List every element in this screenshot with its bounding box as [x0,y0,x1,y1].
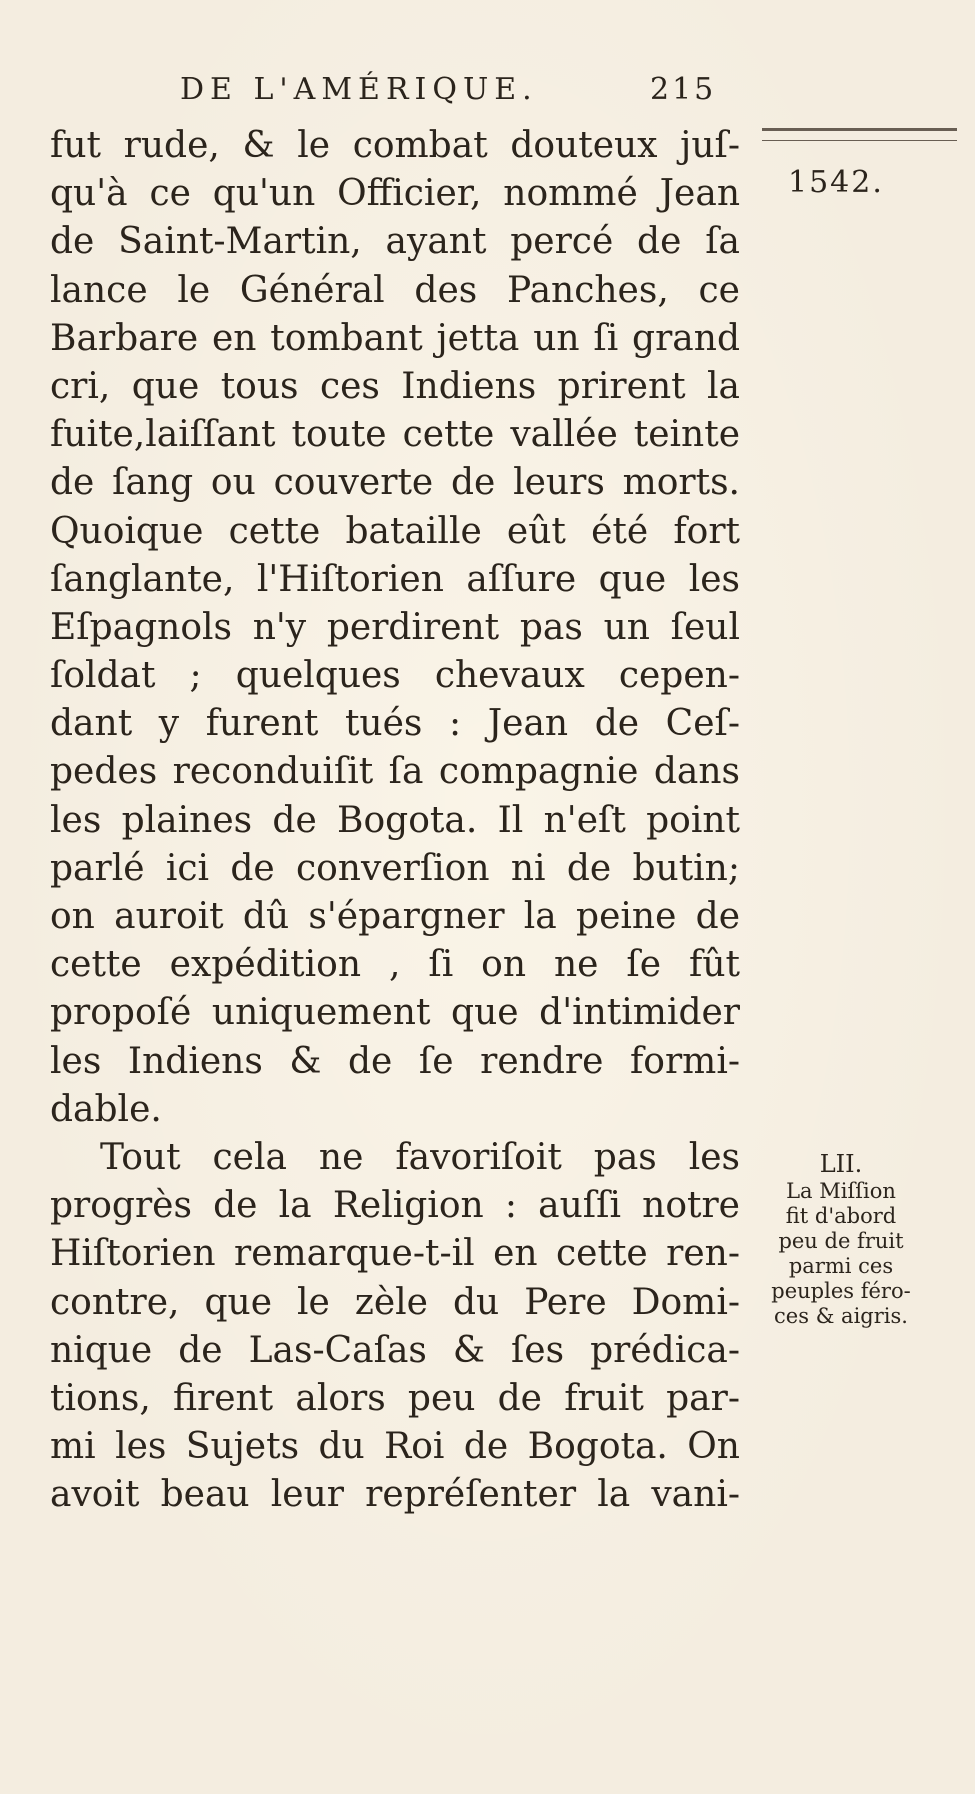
text-line: lance le Général des Panches, ce [50,269,740,311]
marginal-note-line: peuples féro- [771,1279,911,1303]
text-line: ſoldat ; quelques chevaux cepen- [50,655,740,697]
marginal-note-number: LII. [819,1150,863,1178]
text-line: dable. [50,1088,162,1130]
text-line: qu'à ce qu'un Officier, nommé Jean [50,173,740,215]
text-line: Quoique cette bataille eût été fort [50,510,740,552]
text-line: cri, que tous ces Indiens prirent la [50,365,740,407]
text-line: propoſé uniquement que d'intimider [50,992,740,1034]
text-line: fut rude, & le combat douteux juſ- [50,125,740,166]
text-line: progrès de la Religion : auſſi notre [50,1185,740,1227]
text-line: Eſpagnols n'y perdirent pas un ſeul [50,606,740,648]
marginal-note-line: ces & aigris. [774,1304,908,1328]
text-line: cette expédition , ſi on ne ſe fût [50,944,740,986]
text-line: avoit beau leur repréſenter la vani- [50,1474,740,1516]
marginal-note-line: La Miſſion [786,1179,896,1203]
margin-year: 1542. [788,165,884,200]
text-line: de ſang ou couverte de leurs morts. [50,462,740,504]
text-line: Barbare en tombant jetta un ſi grand [50,317,740,359]
marginal-note-line: peu de fruit [778,1229,904,1253]
text-line: de Saint-Martin, ayant percé de ſa [50,221,740,263]
body-text [50,122,740,1519]
text-line: mi les Sujets du Roi de Bogota. On [50,1426,740,1468]
running-title: DE L'AMÉRIQUE. [180,72,538,107]
text-line: parlé ici de converſion ni de butin; [50,847,740,889]
text-line: fuite,laiſſant toute cette vallée teinte [50,414,740,456]
text-line: tions, firent alors peu de fruit par- [50,1377,740,1419]
text-line: Tout cela ne favoriſoit pas les [100,1136,740,1178]
marginal-note-line: parmi ces [788,1254,894,1278]
marginal-note [736,1152,946,1329]
page-number: 215 [650,72,717,107]
text-line: les plaines de Bogota. Il n'eſt point [50,799,740,841]
margin-ornament-rule [762,128,957,141]
text-line: nique de Las-Caſas & ſes prédica- [50,1329,740,1371]
text-line: contre, que le zèle du Pere Domi- [50,1281,740,1323]
running-header [180,72,740,107]
text-line: pedes reconduiſit ſa compagnie dans [50,751,740,793]
text-line: Hiſtorien remarque-t-il en cette ren- [50,1233,740,1275]
marginal-note-line: fit d'abord [785,1204,897,1228]
text-line: ſanglante, l'Hiſtorien aſſure que les [50,558,740,600]
text-line: dant y furent tués : Jean de Ceſ- [50,703,740,745]
text-line: on auroit dû s'épargner la peine de [50,896,740,937]
text-line: les Indiens & de ſe rendre formi- [50,1040,740,1082]
